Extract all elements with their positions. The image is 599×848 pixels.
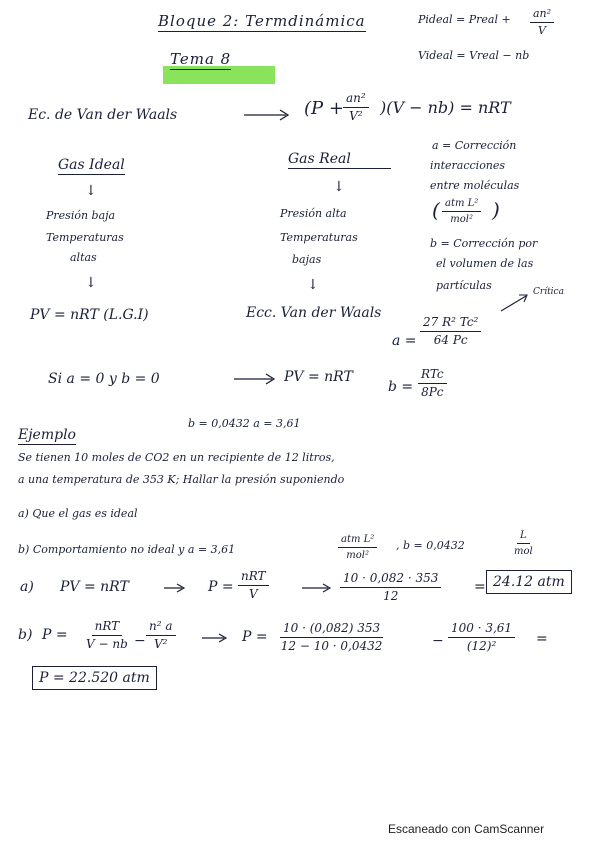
part-b-a-unit — [338, 534, 377, 561]
solution-b-t2 — [146, 620, 176, 651]
solution-a-result: 24.12 atm — [486, 570, 572, 594]
vdw-eq-fraction — [343, 92, 369, 123]
a-unit-num: atm L² — [442, 198, 481, 212]
solution-b-p2-lhs: P = — [242, 629, 268, 645]
solution-b-t4 — [448, 622, 515, 653]
note-b-line3: partículas — [436, 279, 492, 292]
part-b-a-unit-num: atm L² — [338, 534, 377, 548]
solution-a-eq2-fraction — [238, 570, 269, 601]
part-b-b-unit — [514, 530, 533, 557]
down-arrow-icon: ↓ — [307, 277, 319, 293]
right-arrow-icon — [300, 582, 334, 594]
solution-a-eq3-num: 10 · 0,082 · 353 — [340, 572, 441, 588]
solution-b-minus2: − — [432, 633, 444, 649]
solution-a-eq2-lhs: P = — [208, 579, 234, 595]
gas-ideal-line1: Presión baja — [46, 209, 116, 222]
b-formula-fraction — [418, 368, 447, 399]
solution-b-t3 — [280, 622, 383, 653]
example-title: Ejemplo — [18, 427, 76, 443]
right-arrow-icon — [162, 582, 188, 594]
gas-real-result: Ecc. Van der Waals — [246, 305, 382, 321]
vdw-eq-num: an² — [343, 92, 369, 108]
solution-b-t4-den: (12)² — [466, 639, 497, 654]
down-arrow-icon: ↓ — [333, 179, 345, 195]
pointer-arrow-icon — [498, 292, 532, 314]
solution-a-label: a) — [20, 579, 34, 595]
solution-b-result: P = 22.520 atm — [32, 666, 157, 690]
gas-real-line1: Presión alta — [280, 207, 347, 220]
part-b-b-unit-num: L — [517, 530, 530, 544]
solution-a-eq3-fraction — [340, 572, 441, 603]
p-ideal-fraction — [530, 8, 554, 37]
section-title: Bloque 2: Termdinámica — [158, 12, 366, 30]
down-arrow-icon: ↓ — [85, 183, 97, 199]
solution-b-lhs: P = — [42, 627, 68, 643]
vdw-eq-left: (P + — [304, 98, 344, 119]
gas-ideal-title: Gas Ideal — [58, 157, 125, 173]
solution-b-equals: = — [536, 631, 548, 647]
si-result: PV = nRT — [284, 369, 353, 385]
gas-ideal-result: PV = nRT (L.G.I) — [30, 307, 149, 323]
solution-b-t2-den: V² — [154, 637, 168, 652]
solution-b-t1-den: V − nb — [86, 637, 128, 652]
gas-real-title: Gas Real — [288, 152, 391, 169]
vdw-eq-den: V² — [349, 109, 363, 124]
paren-right: ) — [492, 198, 500, 222]
solution-b-t3-num: 10 · (0,082) 353 — [280, 622, 383, 638]
solution-b-t2-num: n² a — [146, 620, 176, 636]
solution-a-eq3-den: 12 — [383, 589, 399, 604]
part-b-b-unit-den: mol — [514, 546, 533, 557]
vdw-label: Ec. de Van der Waals — [28, 107, 178, 123]
solution-b-t4-num: 100 · 3,61 — [448, 622, 515, 638]
a-formula-den: 64 Pc — [433, 333, 468, 348]
camscanner-watermark: Escaneado con CamScanner — [388, 822, 545, 836]
note-a-line1: a = Corrección — [432, 139, 517, 152]
right-arrow-icon — [200, 632, 230, 644]
note-b-line1: b = Corrección por — [430, 237, 538, 250]
gas-ideal-line3: altas — [70, 251, 97, 264]
part-b-b-value: , b = 0,0432 — [396, 539, 465, 552]
note-a-line3: entre moléculas — [430, 179, 520, 192]
gas-ideal-line2: Temperaturas — [46, 231, 124, 244]
note-a-line2: interacciones — [430, 159, 506, 172]
right-arrow-icon — [242, 108, 292, 122]
solution-a-eq2-den: V — [248, 587, 258, 602]
solution-b-t1 — [86, 620, 128, 651]
gas-real-line3: bajas — [292, 253, 322, 266]
example-params: b = 0,0432 a = 3,61 — [188, 417, 301, 430]
topic-title: Tema 8 — [170, 50, 232, 68]
v-ideal-formula: Videal = Vreal − nb — [418, 49, 530, 62]
solution-b-minus: − — [134, 633, 146, 649]
b-formula-den: 8Pc — [421, 385, 444, 400]
solution-a-eq2-num: nRT — [238, 570, 269, 586]
vdw-eq-right: )(V − nb) = nRT — [380, 98, 511, 117]
solution-a-equals: = — [474, 579, 486, 595]
paren-left: ( — [432, 198, 440, 222]
a-formula-num: 27 R² Tc² — [420, 316, 481, 332]
p-ideal-den: V — [538, 24, 546, 38]
right-arrow-icon — [232, 372, 278, 386]
example-part-a: a) Que el gas es ideal — [18, 507, 138, 520]
a-formula-fraction — [420, 316, 481, 347]
part-b-a-unit-den: mol² — [346, 550, 369, 561]
si-condition: Si a = 0 y b = 0 — [48, 371, 160, 387]
solution-a-eq1: PV = nRT — [60, 579, 129, 595]
a-unit-den: mol² — [450, 214, 473, 225]
example-part-b: b) Comportamiento no ideal y a = 3,61 — [18, 543, 236, 556]
gas-real-line2: Temperaturas — [280, 231, 358, 244]
solution-b-t1-num: nRT — [92, 620, 123, 636]
example-line2: a una temperatura de 353 K; Hallar la presión suponiendo — [18, 473, 345, 486]
b-formula-lhs: b = — [388, 379, 414, 395]
p-ideal-num: an² — [530, 8, 554, 23]
note-b-line2: el volumen de las — [436, 257, 534, 270]
critica-label: Crítica — [533, 287, 564, 297]
a-unit-fraction — [442, 198, 481, 225]
b-formula-num: RTc — [418, 368, 447, 384]
solution-b-label: b) — [18, 627, 33, 643]
solution-b-t3-den: 12 − 10 · 0,0432 — [280, 639, 383, 654]
p-ideal-formula: Pideal = Preal + — [418, 13, 511, 26]
a-formula-lhs: a = — [392, 333, 417, 349]
down-arrow-icon: ↓ — [85, 275, 97, 291]
example-line1: Se tienen 10 moles de CO2 en un recipiente de 12 litros, — [18, 451, 335, 464]
